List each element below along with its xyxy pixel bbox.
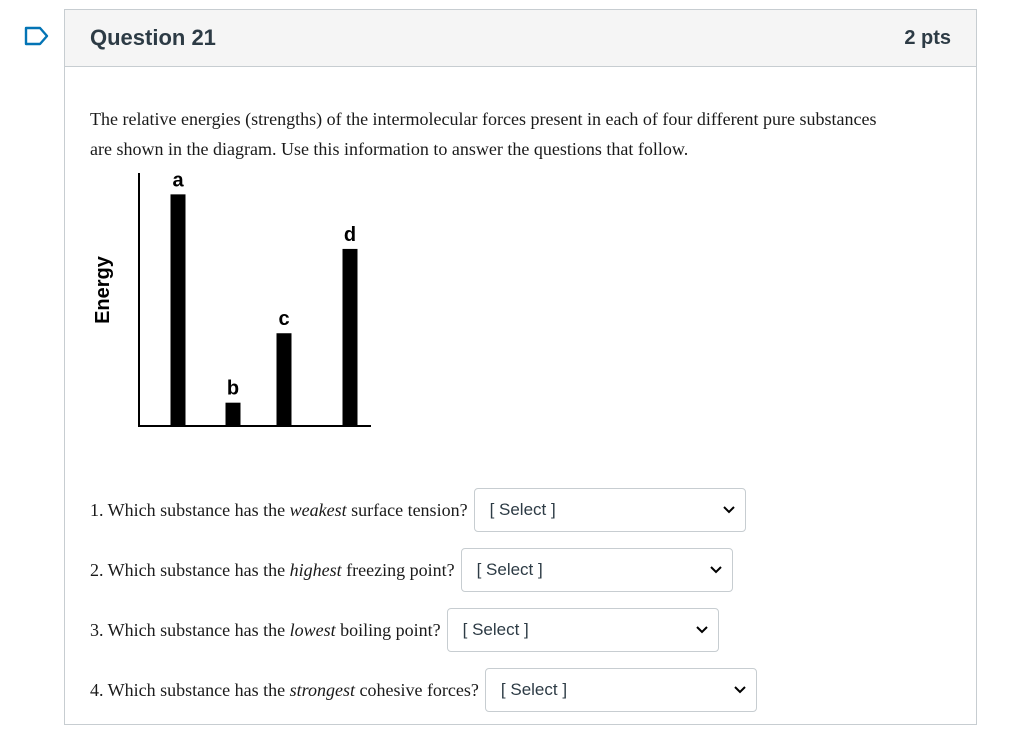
chevron-down-icon bbox=[723, 506, 735, 514]
diagram-bar-label-b: b bbox=[226, 377, 240, 400]
diagram-bar-d bbox=[343, 249, 358, 425]
diagram-bar-b bbox=[226, 403, 241, 425]
diagram-bar-label-c: c bbox=[278, 308, 290, 331]
chevron-down-icon bbox=[710, 566, 722, 574]
question-row-4 bbox=[90, 668, 757, 712]
question-points: 2 pts bbox=[904, 26, 951, 49]
question-row-2 bbox=[90, 548, 733, 592]
bookmark-flag-icon[interactable] bbox=[24, 26, 50, 46]
question-title: Question 21 bbox=[90, 25, 216, 50]
diagram-bar-label-d: d bbox=[343, 223, 357, 246]
diagram-ylabel: Energy bbox=[92, 256, 114, 324]
question-header bbox=[65, 10, 976, 67]
diagram-bar-label-a: a bbox=[172, 169, 184, 192]
question-row-1 bbox=[90, 488, 746, 532]
answer-select-2-value: [ Select ] bbox=[476, 560, 543, 579]
question-4-text: 4. Which substance has the strongest cohesive forces? bbox=[90, 679, 479, 700]
energy-diagram bbox=[85, 165, 385, 435]
answer-select-4[interactable] bbox=[485, 668, 757, 712]
question-intro: The relative energies (strengths) of the intermolecular forces present in each of four different pure substances are shown in the diagram. Use this information to answer the questions that follow. bbox=[90, 109, 877, 159]
chevron-down-icon bbox=[734, 686, 746, 694]
chevron-down-icon bbox=[696, 626, 708, 634]
answer-select-4-value: [ Select ] bbox=[500, 680, 568, 699]
answer-select-1-value: [ Select ] bbox=[489, 500, 556, 519]
answer-select-3[interactable] bbox=[447, 608, 719, 652]
answer-select-1[interactable] bbox=[474, 488, 746, 532]
diagram-bar-c bbox=[277, 333, 292, 425]
question-1-text: 1. Which substance has the weakest surface tension? bbox=[90, 499, 468, 520]
answer-select-2[interactable] bbox=[461, 548, 733, 592]
diagram-bar-a bbox=[171, 194, 186, 425]
question-3-text: 3. Which substance has the lowest boiling point? bbox=[90, 619, 441, 640]
answer-select-3-value: [ Select ] bbox=[462, 620, 529, 639]
question-card bbox=[64, 9, 977, 725]
question-2-text: 2. Which substance has the highest freezing point? bbox=[90, 559, 455, 580]
question-row-3 bbox=[90, 608, 719, 652]
